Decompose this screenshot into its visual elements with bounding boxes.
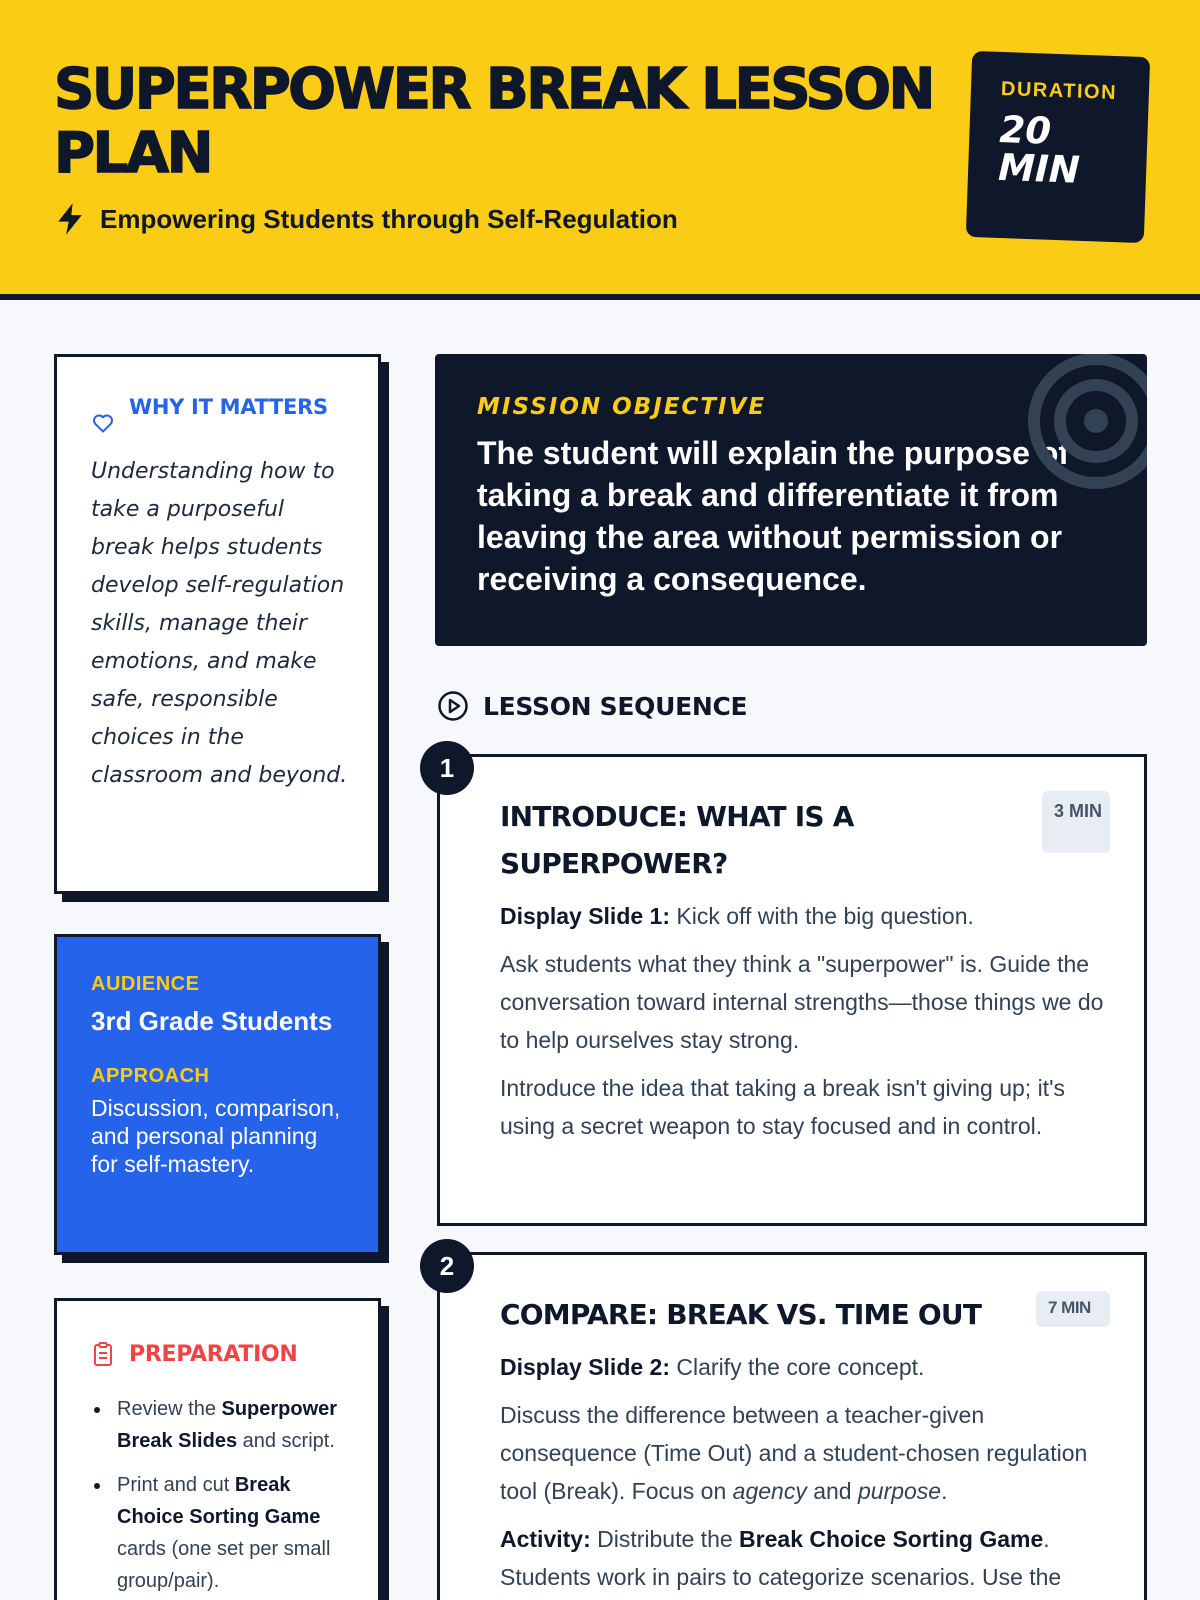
clipboard-icon (91, 1341, 115, 1367)
step-paragraph: Discuss the difference between a teacher-given consequence (Time Out) and a student-chosen regulation tool (Break). Focus on agency and purpose. (500, 1402, 1088, 1504)
step-number: 2 (420, 1239, 474, 1293)
duration-value: 20 MIN (997, 107, 1081, 192)
step-number: 1 (420, 741, 474, 795)
duration-label: DURATION (1000, 77, 1118, 105)
why-title: WHY IT MATTERS (129, 395, 328, 419)
audience-label: AUDIENCE (91, 973, 200, 995)
subtitle-text: Empowering Students through Self-Regulation (100, 203, 678, 234)
subtitle (54, 202, 678, 236)
preparation-title: PREPARATION (129, 1341, 298, 1367)
step-paragraph: Introduce the idea that taking a break isn't giving up; it's using a secret weapon to stay focused and in control. (500, 1075, 1065, 1139)
lesson-sequence-header (437, 690, 747, 722)
step-title: COMPARE: BREAK VS. TIME OUT (500, 1298, 982, 1331)
why-header (91, 391, 348, 435)
heart-icon (91, 411, 115, 435)
approach-label: APPROACH (91, 1065, 210, 1087)
approach-value: Discussion, comparison, and personal planning for self-mastery. (91, 1095, 341, 1177)
lesson-sequence-title: LESSON SEQUENCE (483, 691, 748, 721)
step-paragraph: Ask students what they think a "superpower" is. Guide the conversation toward internal strengths—those things we do to help ourselves stay strong. (500, 951, 1104, 1053)
preparation-card (54, 1298, 381, 1600)
step-time-badge: 7 MIN (1036, 1291, 1110, 1327)
list-item: Review the Superpower Break Slides and script. (91, 1393, 358, 1457)
audience-value: 3rd Grade Students (91, 1006, 333, 1036)
mission-objective-card (435, 354, 1147, 646)
step-title: INTRODUCE: WHAT IS A SUPERPOWER? (500, 800, 854, 880)
audience-card (54, 934, 381, 1255)
lesson-step-2 (437, 1252, 1147, 1600)
why-body: Understanding how to take a purposeful break helps students develop self-regulation skills, manage their emotions, and make safe, responsible choices in the classroom and beyond. (91, 459, 348, 788)
mission-label: MISSION OBJECTIVE (477, 394, 767, 420)
step-time-badge: 3 MIN (1042, 791, 1110, 853)
play-circle-icon (437, 690, 469, 722)
step-activity: Activity: Distribute the Break Choice Sorting Game. Students work in pairs to categorize scenarios. Use the (500, 1526, 1062, 1590)
list-item: Print and cut Break Choice Sorting Game cards (one set per small group/pair). (91, 1469, 358, 1597)
lesson-step-1 (437, 754, 1147, 1226)
mission-text: The student will explain the purpose of taking a break and differentiate it from leaving the area without permission or receiving a consequence. (477, 435, 1070, 597)
step-slide-line: Display Slide 2: Clarify the core concept. (500, 1354, 925, 1380)
target-icon (1021, 354, 1147, 496)
lightning-bolt-icon (54, 202, 86, 236)
preparation-list (91, 1393, 358, 1597)
why-it-matters-card (54, 354, 381, 894)
preparation-header (91, 1341, 358, 1367)
duration-badge (966, 51, 1150, 243)
step-slide-line: Display Slide 1: Kick off with the big question. (500, 903, 974, 929)
page-title: SUPERPOWER BREAK LESSON PLAN (54, 57, 933, 186)
header-banner (0, 0, 1200, 300)
